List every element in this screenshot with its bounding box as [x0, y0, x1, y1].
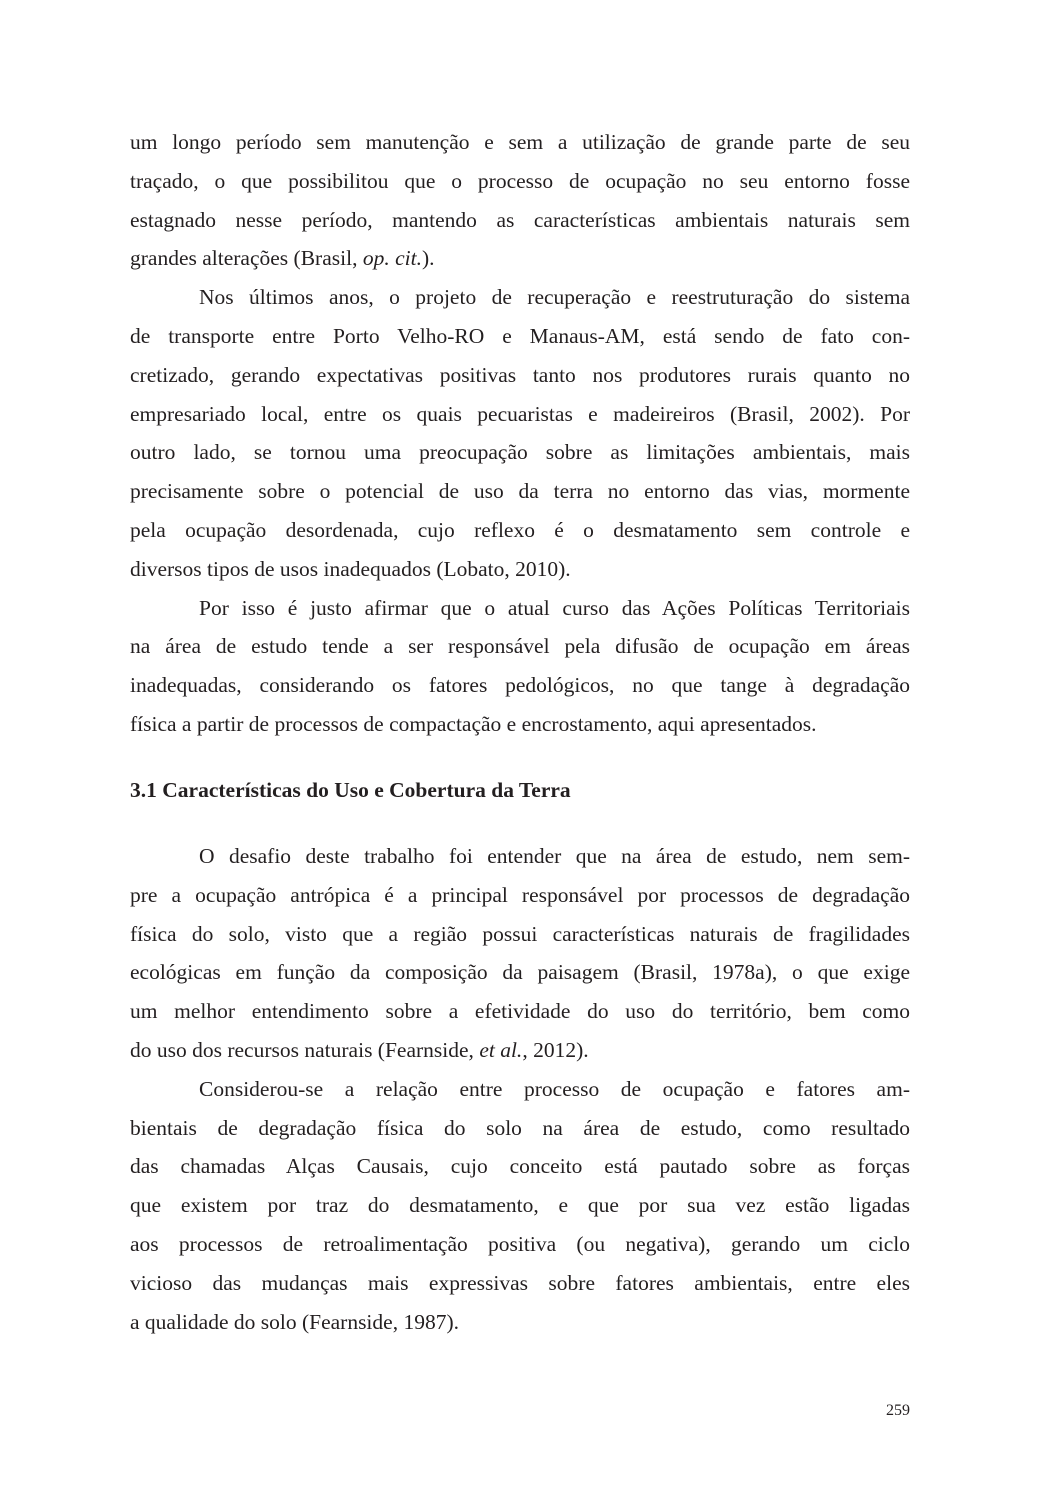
text-line: de transporte entre Porto Velho-RO e Manaus-AM, está sendo de fato con- [130, 323, 910, 348]
text-line: vicioso das mudanças mais expressivas sobre fatores ambientais, entre eles [130, 1270, 910, 1295]
text-line: do uso dos recursos naturais (Fearnside, et al., 2012). [130, 1037, 589, 1062]
text-line: aos processos de retroalimentação positiva (ou negativa), gerando um ciclo [130, 1231, 910, 1256]
text-line: Considerou-se a relação entre processo de ocupação e fatores am- [199, 1076, 910, 1101]
text-line: O desafio deste trabalho foi entender que na área de estudo, nem sem- [199, 844, 910, 868]
text-line: das chamadas Alças Causais, cujo conceito está pautado sobre as forças [130, 1154, 910, 1179]
text-line: grandes alterações (Brasil, op. cit.). [130, 246, 435, 271]
text-line: um melhor entendimento sobre a efetividade do uso do território, bem como [130, 999, 910, 1024]
text-line: que existem por traz do desmatamento, e que por sua vez estão ligadas [130, 1193, 910, 1218]
body-text-bottom [130, 837, 910, 1341]
text-line: Nos últimos anos, o projeto de recuperação e reestruturação do sistema [199, 285, 910, 310]
text-line: Por isso é justo afirmar que o atual curso das Ações Políticas Territoriais [199, 595, 910, 620]
text-line: diversos tipos de usos inadequados (Lobato, 2010). [130, 556, 571, 581]
text-line: física a partir de processos de compactação e encrostamento, aqui apresentados. [130, 711, 817, 736]
text-line: a qualidade do solo (Fearnside, 1987). [130, 1309, 459, 1334]
page-number: 259 [886, 1402, 910, 1419]
text-line: na área de estudo tende a ser responsável pela difusão de ocupação em áreas [130, 634, 910, 659]
text-line: traçado, o que possibilitou que o processo de ocupação no seu entorno fosse [130, 168, 910, 193]
text-line: ecológicas em função da composição da paisagem (Brasil, 1978a), o que exige [130, 960, 910, 985]
text-line: empresariado local, entre os quais pecuaristas e madeireiros (Brasil, 2002). Por [130, 401, 910, 426]
text-line: pela ocupação desordenada, cujo reflexo é o desmatamento sem controle e [130, 517, 910, 542]
body-text-top [130, 123, 910, 744]
text-line: outro lado, se tornou uma preocupação sobre as limitações ambientais, mais [130, 440, 910, 465]
section-heading: 3.1 Características do Uso e Cobertura da Terra [130, 778, 571, 802]
text-line: inadequadas, considerando os fatores pedológicos, no que tange à degradação [130, 673, 910, 698]
text-line: física do solo, visto que a região possui características naturais de fragilidades [130, 921, 910, 946]
text-line: estagnado nesse período, mantendo as características ambientais naturais sem [130, 207, 910, 232]
text-line: cretizado, gerando expectativas positivas tanto nos produtores rurais quanto no [130, 362, 910, 387]
text-line: um longo período sem manutenção e sem a utilização de grande parte de seu [130, 130, 910, 154]
text-line: bientais de degradação física do solo na área de estudo, como resultado [130, 1115, 910, 1140]
text-line: pre a ocupação antrópica é a principal responsável por processos de degradação [130, 882, 910, 907]
text-line: precisamente sobre o potencial de uso da terra no entorno das vias, mormente [130, 479, 910, 504]
